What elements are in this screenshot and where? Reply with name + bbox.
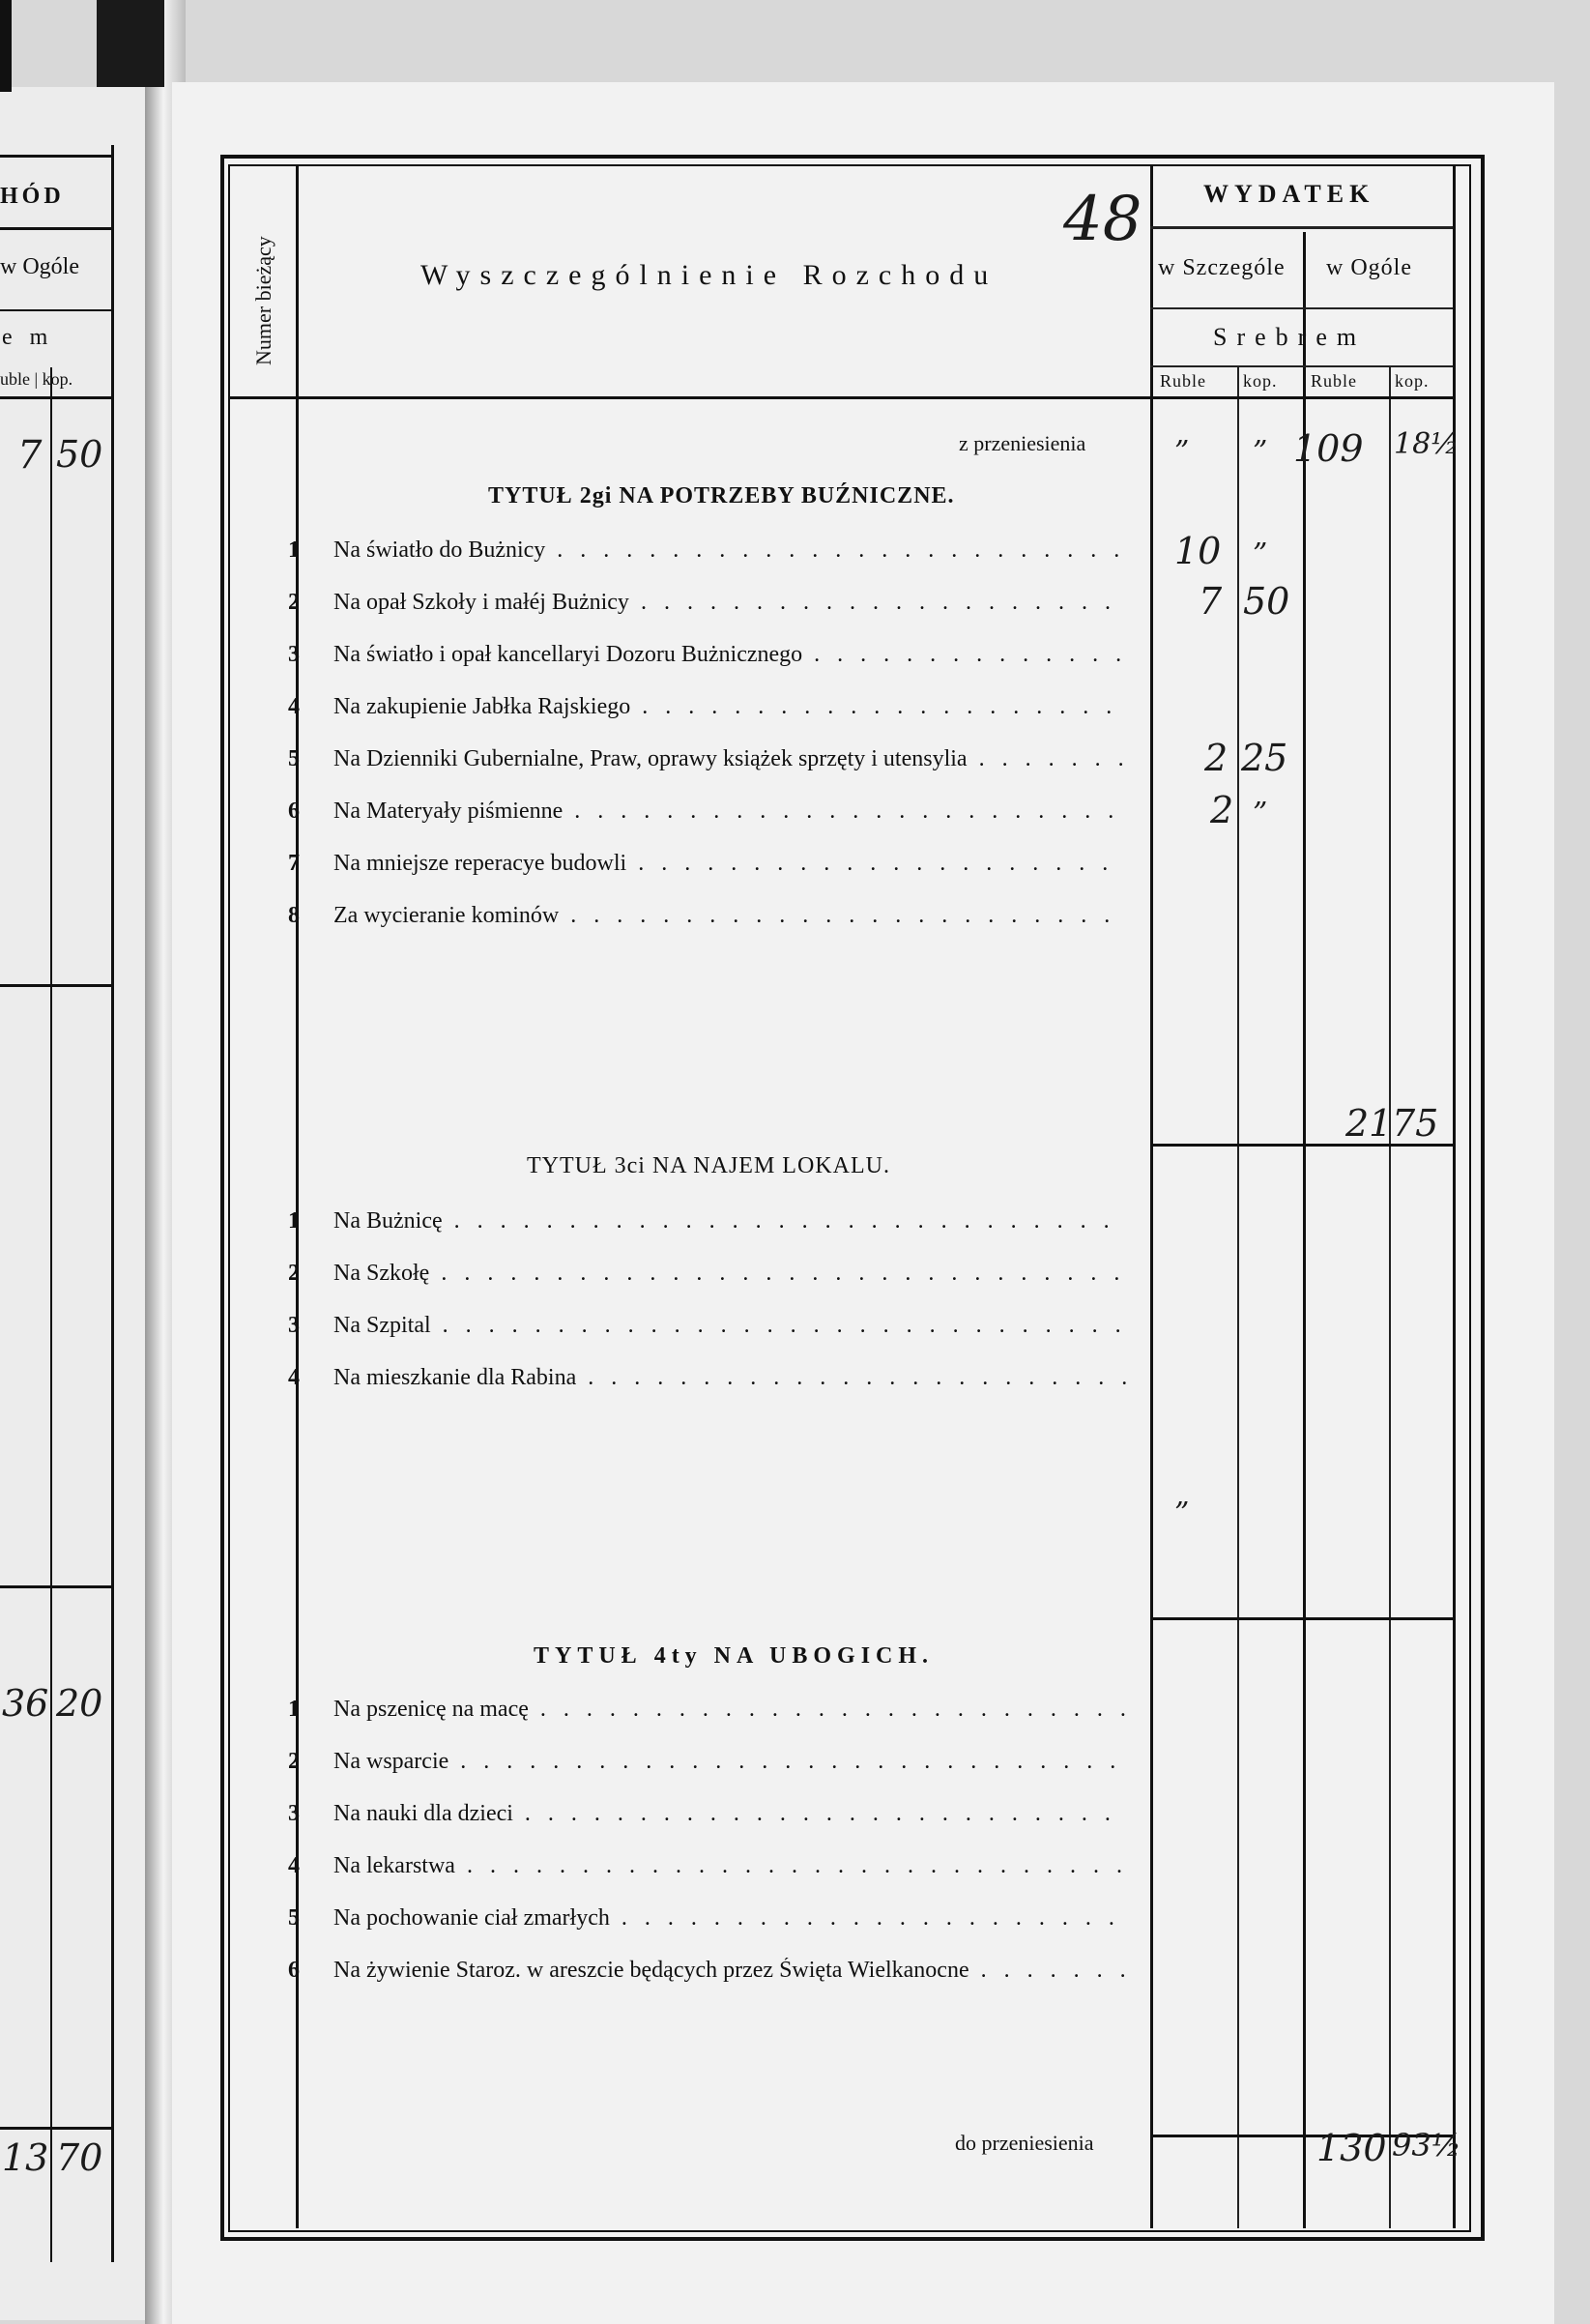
header-rule xyxy=(1150,365,1453,367)
table-row xyxy=(242,903,1131,942)
section-total-mark: ” xyxy=(1174,1496,1190,1530)
row-label: Za wycieranie kominów . . . xyxy=(333,903,1126,929)
section-title: TYTUŁ 2gi NA POTRZEBY BUŹNICZNE. xyxy=(488,483,955,508)
shadow-edge xyxy=(0,0,12,92)
carried-over-total-rubles: 130 xyxy=(1316,2127,1387,2169)
detail-rubles-value: 7 xyxy=(1199,580,1223,623)
row-label: Na mieszkanie dla Rabina . . . xyxy=(333,1365,1126,1391)
row-label: Na Szkołę . . . xyxy=(333,1261,1126,1287)
left-page-rule xyxy=(0,1585,114,1588)
detail-kop-rule xyxy=(1237,367,1239,2228)
carried-forward-label: z przeniesienia xyxy=(959,431,1086,455)
table-row xyxy=(242,1853,1131,1892)
row-number: 1 xyxy=(288,537,300,563)
left-page-rule xyxy=(0,227,114,230)
left-value: 13 xyxy=(2,2136,49,2179)
row-number: 3 xyxy=(288,1801,300,1826)
table-row xyxy=(242,1749,1131,1787)
row-number: 8 xyxy=(288,903,300,928)
row-number: 3 xyxy=(288,642,300,667)
left-page-col-rule xyxy=(50,367,52,2262)
row-label: Na zakupienie Jabłka Rajskiego . . . xyxy=(333,694,1126,720)
header-bottom-rule xyxy=(228,396,1456,399)
carried-over-total-kop: 93½ xyxy=(1392,2127,1461,2164)
subtotal-rule xyxy=(1150,1617,1453,1620)
table-row xyxy=(242,642,1131,681)
total-kop-rule xyxy=(1389,367,1391,2228)
left-value: 70 xyxy=(56,2136,103,2179)
row-label: Na światło do Bużnicy . . . xyxy=(333,537,1126,564)
row-number: 2 xyxy=(288,590,300,615)
left-page-rule xyxy=(0,309,114,311)
table-row xyxy=(242,1365,1131,1404)
left-page xyxy=(0,87,167,2320)
row-label: Na nauki dla dzieci . . . xyxy=(333,1801,1126,1827)
detail-header: w Szczególe xyxy=(1158,255,1286,280)
row-label: Na Materyały piśmienne . . . xyxy=(333,799,1126,825)
description-column-rule xyxy=(1150,164,1153,2228)
row-number: 1 xyxy=(288,1208,300,1234)
subtotal-rubles: 21 xyxy=(1345,1102,1393,1145)
row-number: 5 xyxy=(288,746,300,771)
left-value: 36 xyxy=(2,1682,49,1725)
row-label: Na pochowanie ciał zmarłych . . . xyxy=(333,1905,1126,1932)
carried-forward-detail-rubles: ” xyxy=(1174,435,1190,469)
header-rule xyxy=(1150,226,1453,229)
table-row xyxy=(242,694,1131,733)
table-row xyxy=(242,1697,1131,1735)
left-page-units: uble | kop. xyxy=(0,369,73,389)
page-number: 48 xyxy=(1063,184,1142,255)
detail-rubles-value: 10 xyxy=(1174,530,1222,572)
section-title: TYTUŁ 4ty NA UBOGICH. xyxy=(534,1643,935,1669)
row-label: Na wsparcie . . . xyxy=(333,1749,1126,1775)
section-title: TYTUŁ 3ci NA NAJEM LOKALU. xyxy=(527,1153,890,1178)
carried-over-label: do przeniesienia xyxy=(955,2131,1094,2155)
row-number: 2 xyxy=(288,1749,300,1774)
table-row xyxy=(242,1905,1131,1944)
table-row xyxy=(242,537,1131,576)
left-page-rule xyxy=(0,2127,114,2130)
row-label: Na żywienie Staroz. w areszcie będących przez Święta Wielkanocne . . . xyxy=(333,1958,1126,1984)
left-page-col-rule xyxy=(111,145,114,2262)
row-number: 7 xyxy=(288,851,300,876)
kop-header-1: kop. xyxy=(1243,371,1278,391)
detail-kop-value: ” xyxy=(1253,537,1268,571)
kop-header-2: kop. xyxy=(1395,371,1430,391)
table-row xyxy=(242,799,1131,837)
row-number: 1 xyxy=(288,1697,300,1722)
left-page-currency: e m xyxy=(2,325,54,350)
table-row xyxy=(242,1958,1131,1996)
subtotal-kop: 75 xyxy=(1392,1102,1439,1145)
row-number: 4 xyxy=(288,1365,300,1390)
left-page-header: HÓD xyxy=(0,184,65,209)
row-number: 3 xyxy=(288,1313,300,1338)
row-label: Na światło i opał kancellaryi Dozoru Bużnicznego . . . xyxy=(333,642,1126,668)
row-label: Na Bużnicę . . . xyxy=(333,1208,1126,1235)
description-header: Wyszczególnienie Rozchodu xyxy=(420,259,998,291)
rubles-header-1: Ruble xyxy=(1160,371,1206,391)
row-label: Na Szpital . . . xyxy=(333,1313,1126,1339)
left-page-rule xyxy=(0,396,114,399)
right-border-rule xyxy=(1453,164,1456,2228)
detail-kop-value: 50 xyxy=(1243,580,1290,623)
row-label: Na opał Szkoły i małéj Bużnicy . . . xyxy=(333,590,1126,616)
detail-rubles-value: 2 xyxy=(1210,789,1234,831)
detail-total-rule xyxy=(1303,232,1306,2228)
left-page-total-label: w Ogóle xyxy=(0,254,79,279)
row-number: 6 xyxy=(288,799,300,824)
total-header: w Ogóle xyxy=(1326,255,1412,280)
expense-header: WYDATEK xyxy=(1203,180,1375,208)
detail-kop-value: ” xyxy=(1253,797,1268,830)
carried-forward-total-kop: 18½ xyxy=(1394,427,1460,461)
carried-forward-total-rubles: 109 xyxy=(1293,427,1364,470)
row-number: 6 xyxy=(288,1958,300,1983)
row-label: Na mniejsze reperacye budowli . . . xyxy=(333,851,1126,877)
table-row xyxy=(242,851,1131,889)
row-number: 5 xyxy=(288,1905,300,1931)
rubles-header-2: Ruble xyxy=(1311,371,1357,391)
table-row xyxy=(242,1208,1131,1247)
shadow-edge-2 xyxy=(97,0,164,87)
number-column-header: Numer bieżący xyxy=(251,236,275,365)
row-number: 4 xyxy=(288,1853,300,1878)
row-number: 2 xyxy=(288,1261,300,1286)
detail-kop-value: 25 xyxy=(1241,737,1288,779)
row-label: Na Dzienniki Gubernialne, Praw, oprawy książek sprzęty i utensylia . . . xyxy=(333,746,1126,772)
table-row xyxy=(242,746,1131,785)
table-row xyxy=(242,1801,1131,1840)
table-row xyxy=(242,590,1131,628)
left-value: 20 xyxy=(56,1682,103,1725)
currency-header: Srebrem xyxy=(1213,323,1367,351)
row-label: Na pszenicę na macę . . . xyxy=(333,1697,1126,1723)
left-value: 7 xyxy=(17,433,43,478)
table-row xyxy=(242,1261,1131,1299)
header-rule xyxy=(1150,307,1453,309)
row-number: 4 xyxy=(288,694,300,719)
detail-rubles-value: 2 xyxy=(1204,737,1229,779)
left-page-rule xyxy=(0,984,114,987)
table-row xyxy=(242,1313,1131,1351)
carried-forward-detail-kop: ” xyxy=(1253,435,1268,469)
row-label: Na lekarstwa . . . xyxy=(333,1853,1126,1879)
left-page-rule xyxy=(0,155,114,158)
left-value: 50 xyxy=(56,433,103,476)
